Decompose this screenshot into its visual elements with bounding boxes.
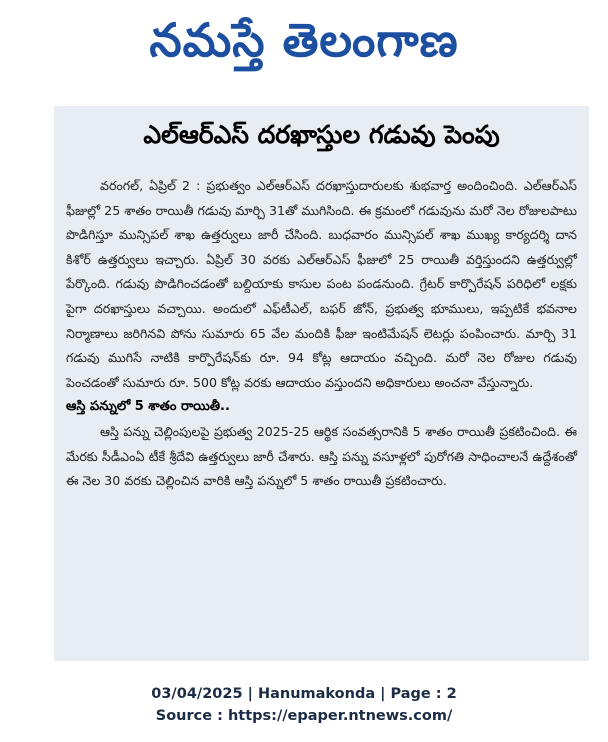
- article-paragraph-1: వరంగల్‌, ఏప్రిల్‌ 2 : ప్రభుత్వం ఎల్‌ఆర్‌ఎస్‌ దరఖాస్తుదారులకు శుభవార్త అందించింది. ఎల్‌ఆర్‌ఎస్‌ ఫీజుల్లో 25 శాతం రాయితీ గడువు మార్చి 31తో ముగిసింది. ఈ క్రమంలో గడువును మరో నెల రోజులపాటు పొడిగిస్తూ మున్సిపల్‌ శాఖ ఉత్తర్వులు జారీ చేసింది. బుధవారం మున్సిపల్‌ శాఖ ముఖ్య కార్యదర్శి దాన కిశోర్‌ ఉత్తర్వులు ఇచ్చారు. ఏప్రిల్‌ 30 వరకు ఎల్‌ఆర్‌ఎస్‌ ఫీజులో 25 రాయితీ వర్తిస్తుందని ఉత్తర్వుల్లో పేర్కొంది. గడువు పొడిగించడంతో బల్దియాకు కాసుల పంట పండనుంది. గ్రేటర్‌ కార్పొరేషన్‌ పరిధిలో లక్షకు పైగా దరఖాస్తులు వచ్చాయి. అందులో ఎఫ్‌టీఎల్‌, బఫర్‌ జోన్‌, ప్రభుత్వ భూములు, ఇప్పటికే భవనాల నిర్మాణాలు జరిగినవి పోను సుమారు 65 వేల మందికి ఫీజు ఇంటిమేషన్‌ లెటర్లు పంపించారు. మార్చి 31 గడువు ముగిసే నాటికి కార్పొరేషన్‌కు రూ. 94 కోట్ల ఆదాయం వచ్చింది. మరో నెల రోజుల గడువు పెంచడంతో సుమారు రూ. 500 కోట్ల వరకు ఆదాయం వస్తుందని అధికారులు అంచనా వేస్తున్నారు.: [66, 178, 577, 390]
- article-headline: ఎల్‌ఆర్‌ఎస్‌ దరఖాస్తుల గడువు పెంపు: [143, 120, 500, 149]
- edition-info: 03/04/2025 | Hanumakonda | Page : 2: [151, 686, 457, 702]
- masthead: [0, 0, 608, 80]
- newspaper-logo: నమస్తే తెలంగాణ: [149, 13, 459, 67]
- article-clipping: [54, 106, 589, 661]
- article-subheading: ఆస్తి పన్నులో 5 శాతం రాయితీ..: [66, 399, 230, 415]
- article-paragraph-2: ఆస్తి పన్ను చెల్లింపులపై ప్రభుత్వ 2025-25 ఆర్థిక సంవత్సరానికి 5 శాతం రాయితీ ప్రకటించింది. ఈ మేరకు సీడీఎంఏ టీకే శ్రీదేవి ఉత్తర్వులు జారీ చేశారు. ఆస్తి పన్ను వసూళ్లలో పురోగతి సాధించాలనే ఉద్దేశంతో ఈ నెల 30 వరకు చెల్లించిన వారికి ఆస్తి పన్నులో 5 శాతం రాయితీ ప్రకటించారు.: [66, 423, 577, 489]
- source-line: Source : https://epaper.ntnews.com/: [155, 708, 453, 724]
